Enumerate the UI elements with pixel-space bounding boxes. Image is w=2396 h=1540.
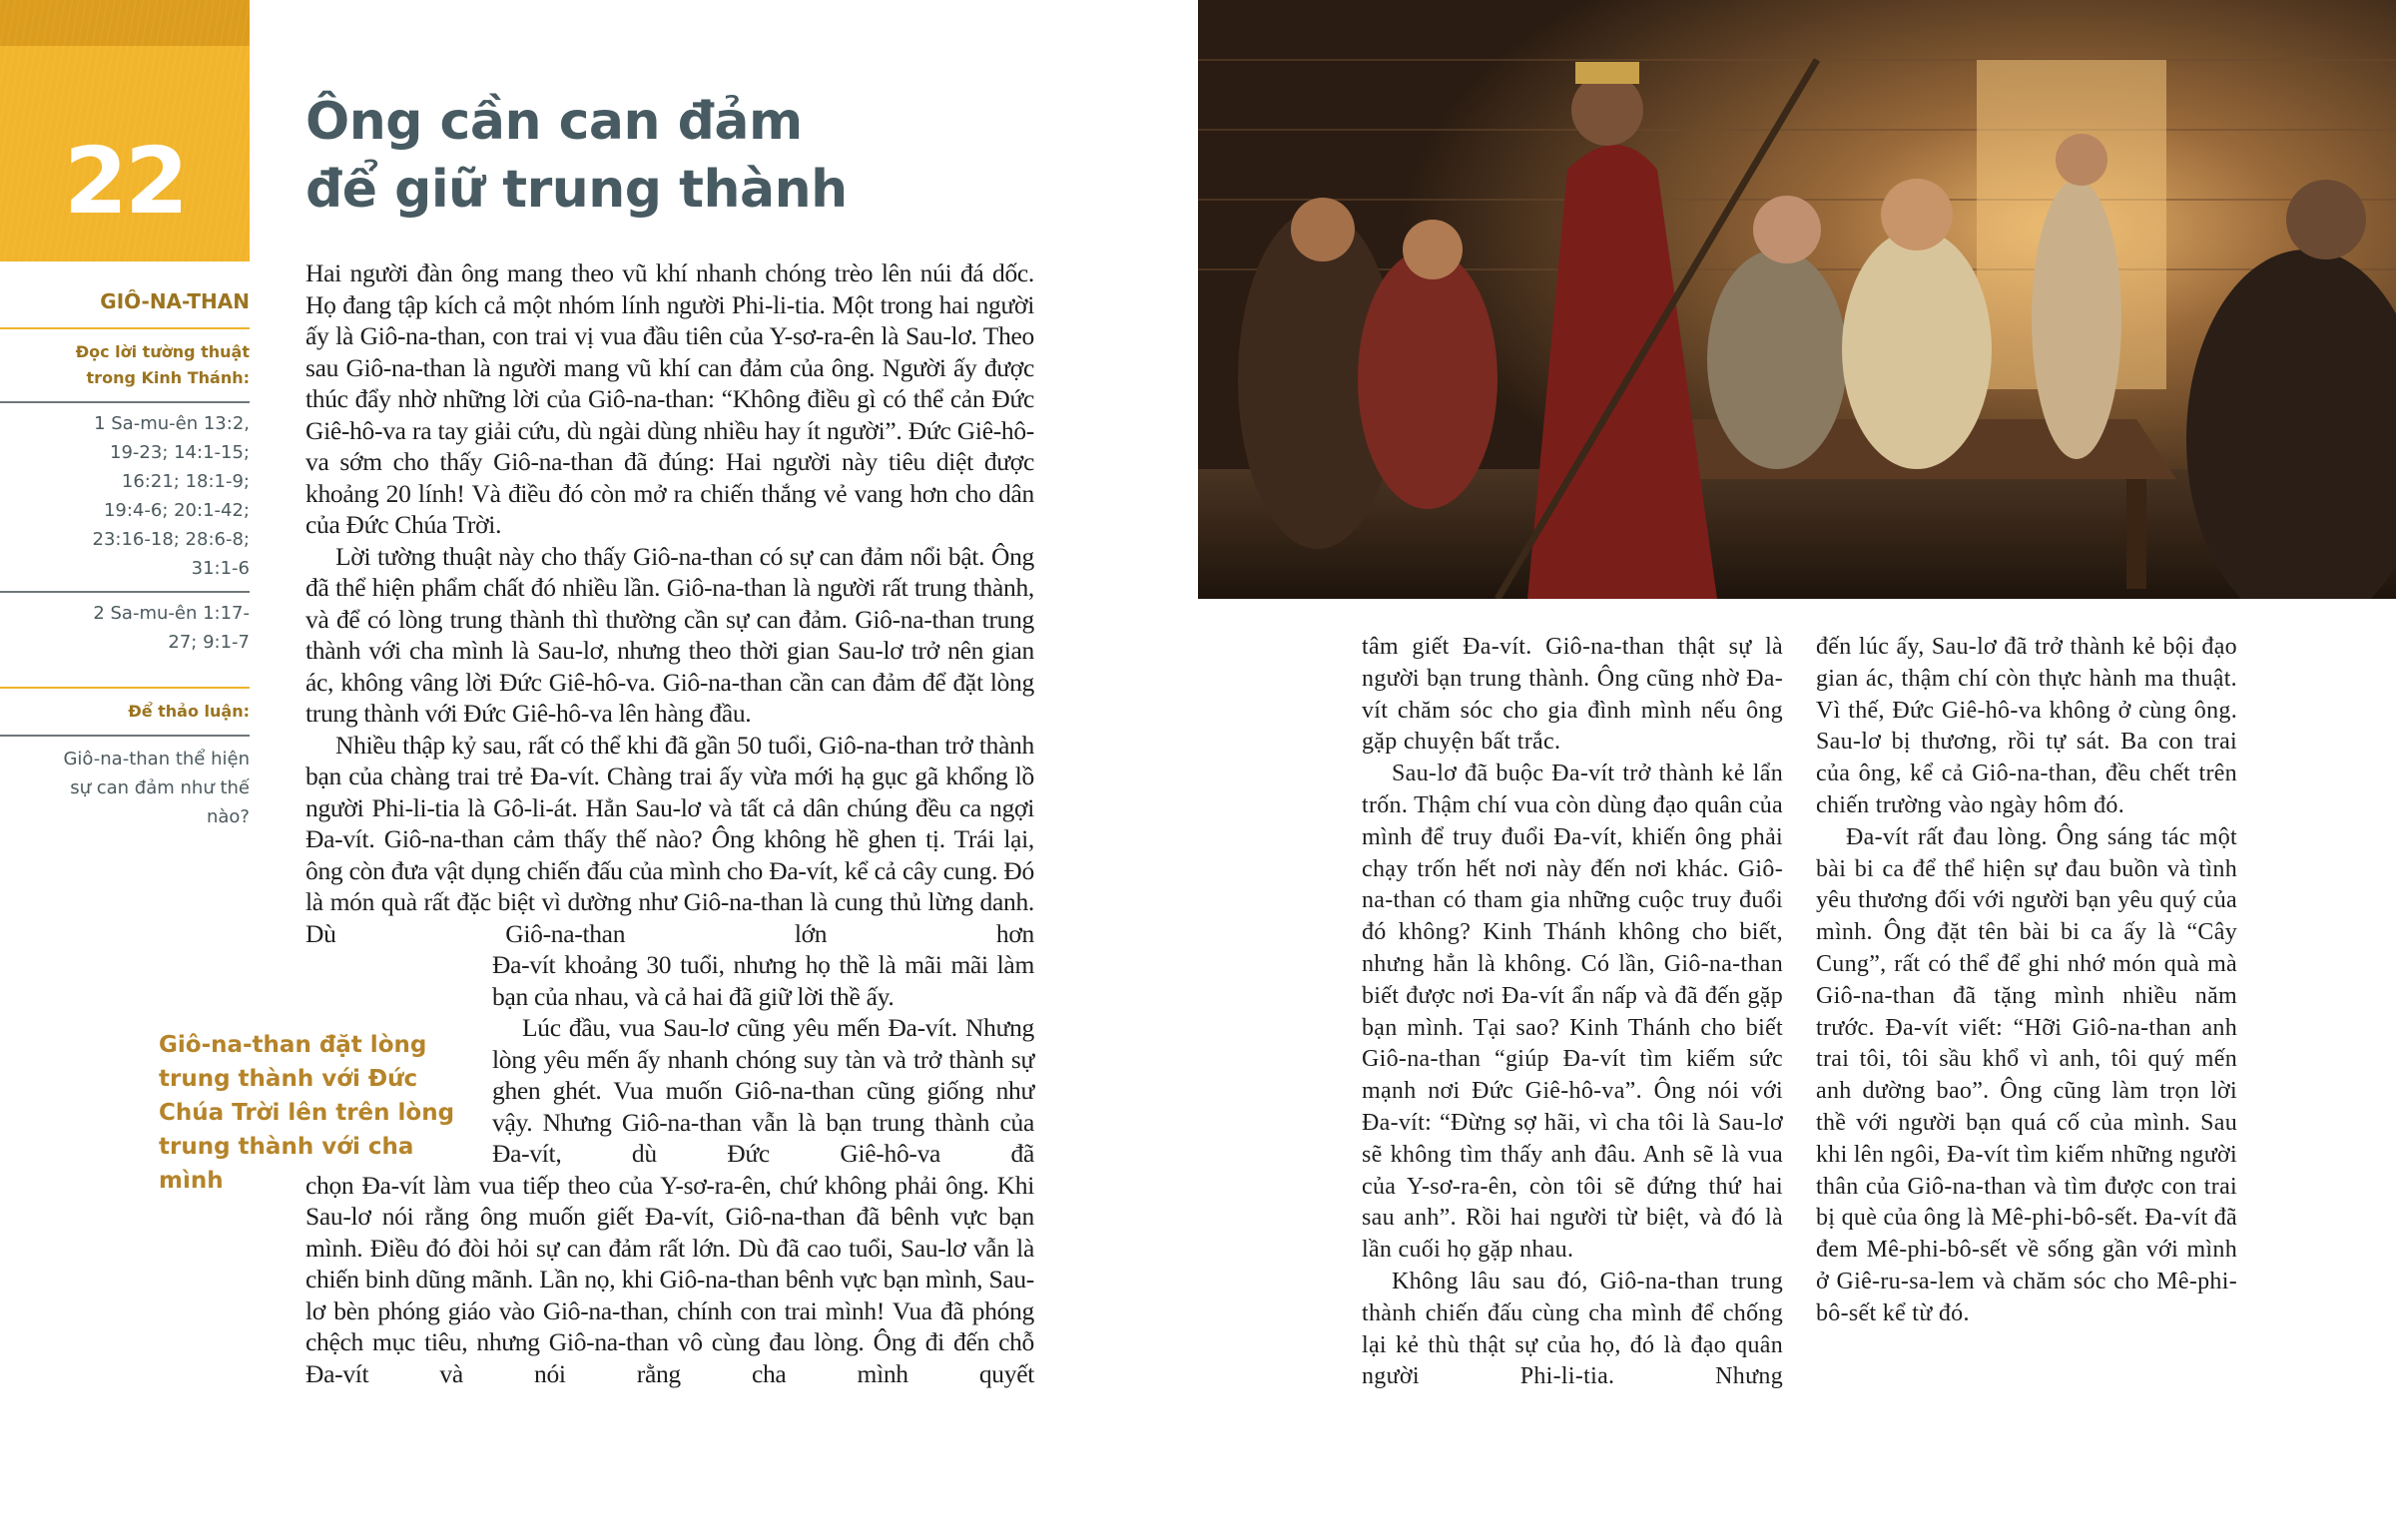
paragraph: tâm giết Đa-vít. Giô-na-than thật sự là người bạn trung thành. Ông cũng nhờ Đa-vít chăm sóc cho gia đình mình nếu ông gặp chuyện bất trắc. [1362,634,1783,756]
scripture-reference[interactable]: 1 Sa-mu-ên 13:2, 19-23; 14:1-15; 16:21; 18:1-9; 19:4-6; 20:1-42; 23:16-18; 28:6-8; 31:1-6 [92,413,250,579]
read-account-label: Đọc lời tường thuật trong Kinh Thánh: [75,342,250,387]
title-line-2: để giữ trung thành [305,160,848,220]
pull-quote: Giô-na-than đặt lòng trung thành với Đức Chúa Trời lên trên lòng trung thành với cha mình [159,1032,455,1194]
body-column-right [1816,632,2237,1330]
paragraph: Không lâu sau đó, Giô-na-than trung thành chiến đấu cùng cha mình để chống lại kẻ thù thật sự của họ, đó là đạo quân người Phi-li-tia. Nhưng [1362,1268,1783,1390]
chapter-number-block [0,0,250,261]
body-column-left [305,257,1034,1389]
paragraph: Sau-lơ đã buộc Đa-vít trở thành kẻ lẩn trốn. Thậm chí vua còn dùng đạo quân của mình để truy đuổi Đa-vít, khiến ông phải chạy trốn hết nơi này đến nơi khác. Giô-na-than có tham gia những cuộc truy đuổi đó không? Kinh Thánh không cho biết, nhưng hẳn là không. Có lần, Giô-na-than biết được nơi Đa-vít ẩn nấp và đã đến gặp bạn mình. Tại sao? Kinh Thánh cho biết Giô-na-than “giúp Đa-vít tìm kiếm sức mạnh nơi Đức Giê-hô-va”. Ông nói với Đa-vít: “Đừng sợ hãi, vì cha tôi là Sau-lơ sẽ không tìm thấy anh đâu. Anh sẽ là vua của Y-sơ-ra-ên, còn tôi sẽ đứng thứ hai sau anh”. Rồi hai người từ biệt, và đó là lần cuối họ gặp nhau. [1362,761,1783,1264]
paragraph: chọn Đa-vít làm vua tiếp theo của Y-sơ-ra-ên, chứ không phải ông. Khi Sau-lơ nói rằng ông muốn giết Đa-vít, Giô-na-than đã bênh vực bạn mình. Điều đó đòi hỏi sự can đảm rất lớn. Dù đã cao tuổi, Sau-lơ vẫn là chiến binh dũng mãnh. Lần nọ, khi Giô-na-than bênh vực bạn mình, Sau-lơ bèn phóng giáo vào Giô-na-than, chính con trai mình! Vua đã phóng chệch mục tiêu, nhưng Giô-na-than vô cùng đau lòng. Ông đi đến chỗ Đa-vít và nói rằng cha mình quyết [305,1170,1034,1388]
sidebar [0,285,250,839]
paragraph: Lời tường thuật này cho thấy Giô-na-than có sự can đảm nổi bật. Ông đã thể hiện phẩm chất đó nhiều lần. Giô-na-than là người rất trung thành, và để có lòng trung thành thì thường cần sự can đảm. Giô-na-than trung thành với cha mình là Sau-lơ, nhưng theo thời gian Sau-lơ trở nên gian ác, không vâng lời Đức Giê-hô-va. Giô-na-than cần can đảm để đặt lòng trung thành với Đức Giê-hô-va lên hàng đầu. [305,541,1034,728]
sidebar-person-name: GIÔ-NA-THAN [100,289,250,313]
paragraph: Nhiều thập kỷ sau, rất có thể khi đã gần 50 tuổi, Giô-na-than trở thành bạn của chàng trai trẻ Đa-vít. Chàng trai ấy vừa mới hạ gục gã khổng lồ người Phi-li-tia là Gô-li-át. Hẳn Sau-lơ và tất cả dân chúng đều ca ngợi Đa-vít. Giô-na-than cảm thấy thế nào? Ông không hề ghen tị. Trái lại, ông còn đưa vật dụng chiến đấu của mình cho Đa-vít, kể cả cây cung. Đó là món quà rất đặc biệt vì dường như Giô-na-than là cung thủ lừng danh. Dù Giô-na-than lớn hơn [305,730,1034,948]
illustration-jonathan-saul-banquet [1198,0,2396,599]
body-column-middle [1362,632,1783,1393]
paragraph: đến lúc ấy, Sau-lơ đã trở thành kẻ bội đạo gian ác, thậm chí còn thực hành ma thuật. Vì thế, Đức Giê-hô-va không ở cùng ông. Sau-lơ bị thương, rồi tự sát. Ba con trai của ông, kể cả Giô-na-than, đều chết trên chiến trường vào ngày hôm đó. [1816,634,2237,818]
chapter-number: 22 [63,128,187,235]
title-line-1: Ông cần can đảm [305,92,803,152]
scripture-reference[interactable]: 2 Sa-mu-ên 1:17-27; 9:1-7 [93,603,250,653]
paragraph: Hai người đàn ông mang theo vũ khí nhanh chóng trèo lên núi đá dốc. Họ đang tập kích cả một nhóm lính người Phi-li-tia. Một trong hai người ấy là Giô-na-than, con trai vị vua đầu tiên của Y-sơ-ra-ên là Sau-lơ. Theo sau Giô-na-than là người mang vũ khí can đảm của ông. Người ấy được thúc đẩy nhờ những lời của Giô-na-than: “Không điều gì có thể cản Đức Giê-hô-va ra tay giải cứu, dù ngài dùng nhiều hay ít người”. Đức Giê-hô-va sớm cho thấy Giô-na-than đã đúng: Hai người này tiêu diệt được khoảng 20 lính! Và điều đó còn mở ra chiến thắng vẻ vang hơn cho dân của Đức Chúa Trời. [305,258,1034,539]
painting-image [1198,0,2396,599]
paragraph: Đa-vít khoảng 30 tuổi, nhưng họ thề là mãi mãi làm bạn của nhau, và cả hai đã giữ lời thề ấy. [492,950,1034,1011]
discussion-question: Giô-na-than thể hiện sự can đảm như thế nào? [63,749,250,827]
discussion-label: Để thảo luận: [128,702,250,721]
paragraph: Lúc đầu, vua Sau-lơ cũng yêu mến Đa-vít. Nhưng lòng yêu mến ấy nhanh chóng suy tàn và trở thành sự ghen ghét. Vua muốn Giô-na-than cũng giống như vậy. Nhưng Giô-na-than vẫn là bạn trung thành của Đa-vít, dù Đức Giê-hô-va đã [492,1013,1034,1168]
paragraph: Đa-vít rất đau lòng. Ông sáng tác một bài bi ca để thể hiện sự đau buồn và tình yêu thương đối với người bạn yêu quý của mình. Ông đặt tên bài bi ca ấy là “Cây Cung”, rất có thể để ghi nhớ món quà mà Giô-na-than đã tặng mình nhiều năm trước. Đa-vít viết: “Hỡi Giô-na-than anh trai tôi, tôi sầu khổ vì anh, tôi quý mến anh dường bao”. Ông cũng làm trọn lời thề với người bạn quá cố của mình. Sau khi lên ngôi, Đa-vít tìm kiếm những người thân của Giô-na-than và tìm được con trai bị què của ông là Mê-phi-bô-sết. Đa-vít đã đem Mê-phi-bô-sết về sống gần với mình ở Giê-ru-sa-lem và chăm sóc cho Mê-phi-bô-sết kể từ đó. [1816,823,2237,1326]
page-title [305,88,848,224]
